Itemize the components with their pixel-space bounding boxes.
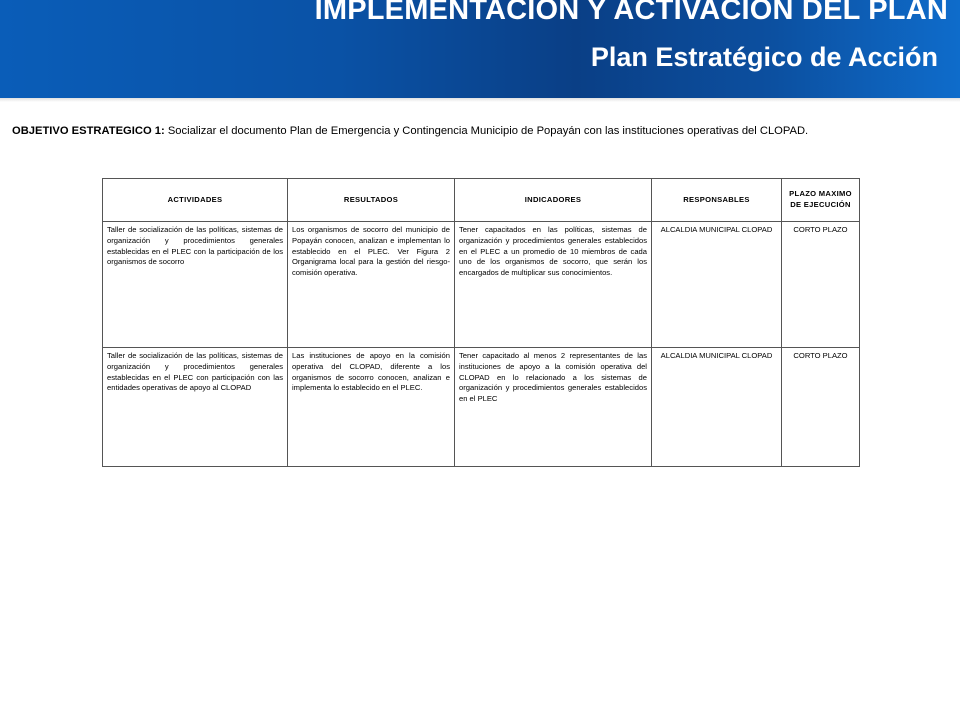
cell-responsables: ALCALDIA MUNICIPAL CLOPAD [652,222,782,348]
page-subtitle: Plan Estratégico de Acción [590,42,938,72]
cell-indicadores: Tener capacitado al menos 2 representantes de las instituciones de apoyo a la comisión operativa del CLOPAD en lo relacionado a los sistemas de organización y procedimientos generales establecidos en el PLEC [455,348,652,467]
column-header-plazo: PLAZO MAXIMO DE EJECUCIÓN [782,179,860,222]
objective-text: Socializar el documento Plan de Emergencia y Contingencia Municipio de Popayán con las instituciones operativas del CLOPAD. [164,125,809,137]
cell-plazo: CORTO PLAZO [782,222,860,348]
table-header-row [103,179,860,222]
column-header-resultados: RESULTADOS [288,179,455,222]
cell-resultados: Las instituciones de apoyo en la comisión operativa del CLOPAD, diferente a los organismos de socorro conocen, analizan e implementa lo establecido en el PLEC. [288,348,455,467]
header-banner [0,0,960,98]
objective-statement [12,125,952,137]
cell-indicadores: Tener capacitados en las políticas, sistemas de organización y procedimientos generales establecidos en el PLEC a un promedio de 10 miembros de cada uno de los organismos de socorro, que serán los encargados de multiplicar sus conocimientos. [455,222,652,348]
cell-resultados: Los organismos de socorro del municipio de Popayán conocen, analizan e implementan lo establecido en el PLEC. Ver Figura 2 Organigrama local para la gestión del riesgo- comisión operativa. [288,222,455,348]
action-plan-table [102,178,860,467]
cell-plazo: CORTO PLAZO [782,348,860,467]
table-row [103,222,860,348]
objective-label: OBJETIVO ESTRATEGICO 1: [12,125,165,137]
page-title: IMPLEMENTACION Y ACTIVACION DEL PLAN [314,0,948,26]
cell-actividades: Taller de socialización de las políticas, sistemas de organización y procedimientos generales establecidas en el PLEC con la participación de los organismos de socorro [103,222,288,348]
table-row [103,348,860,467]
cell-responsables: ALCALDIA MUNICIPAL CLOPAD [652,348,782,467]
column-header-actividades: ACTIVIDADES [103,179,288,222]
column-header-responsables: RESPONSABLES [652,179,782,222]
column-header-indicadores: INDICADORES [455,179,652,222]
cell-actividades: Taller de socialización de las políticas, sistemas de organización y procedimientos generales establecidas en el PLEC con participación con las entidades operativas de apoyo al CLOPAD [103,348,288,467]
